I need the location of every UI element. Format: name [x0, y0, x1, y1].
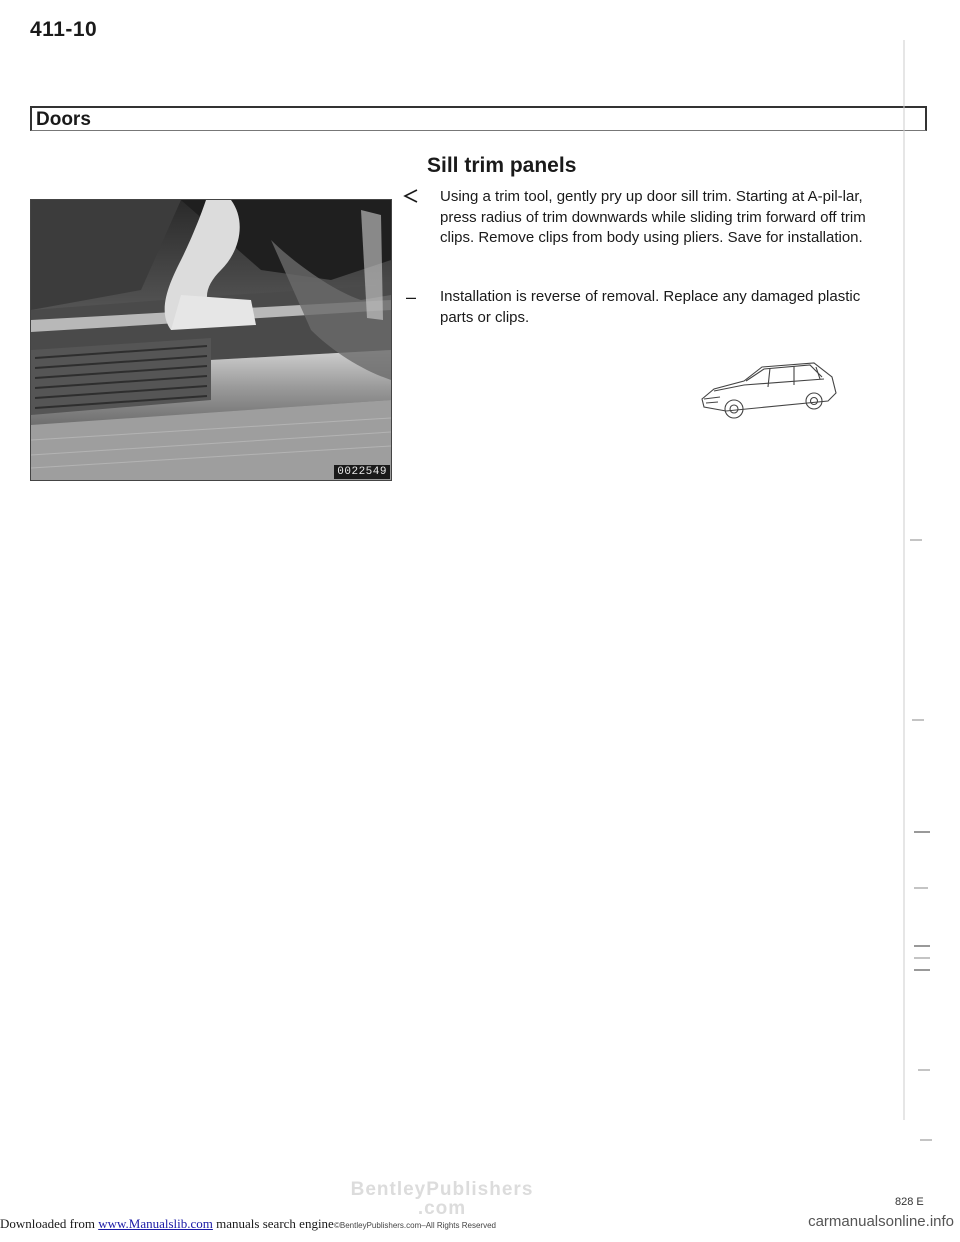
page-code: 828 E — [895, 1196, 924, 1208]
download-suffix: manuals search engine — [212, 1216, 334, 1231]
left-arrow-icon-svg — [402, 187, 420, 205]
dash-bullet: – — [405, 287, 416, 307]
section-header-bar — [30, 106, 927, 131]
copyright-notice: ©BentleyPublishers.com–All Rights Reserved — [334, 1221, 496, 1230]
watermark-line-1: BentleyPublishers — [350, 1179, 534, 1200]
manualslib-link[interactable]: www.Manualslib.com — [98, 1216, 213, 1231]
car-illustration-svg — [696, 355, 841, 427]
download-prefix: Downloaded from — [0, 1216, 99, 1231]
carmanualsonline-site: carmanualsonline.info — [808, 1213, 954, 1230]
download-footer — [0, 1216, 334, 1232]
procedure-step-2-text: Installation is reverse of removal. Replace any damaged plastic parts or clips. — [440, 288, 861, 326]
door-sill-photo — [30, 199, 392, 481]
procedure-step-1 — [398, 187, 868, 249]
section-title: Doors — [36, 109, 91, 130]
page-number: 411-10 — [30, 18, 98, 41]
sedan-wagon-illustration-icon — [696, 355, 841, 432]
publisher-watermark — [342, 1180, 542, 1218]
left-arrow-icon — [398, 187, 424, 210]
door-sill-photo-image — [31, 200, 391, 480]
watermark-line-2: .com — [417, 1198, 467, 1219]
procedure-step-1-text: Using a trim tool, gently pry up door sill trim. Starting at A-pil-lar, press radius of trim downwards while sliding trim forward off trim clips. Remove clips from body using pliers. Save for installation. — [440, 188, 866, 246]
photo-reference-label: 0022549 — [334, 465, 390, 479]
procedure-step-2 — [398, 287, 868, 328]
page-edge-marks — [898, 0, 938, 1150]
procedure-heading: Sill trim panels — [427, 154, 577, 177]
